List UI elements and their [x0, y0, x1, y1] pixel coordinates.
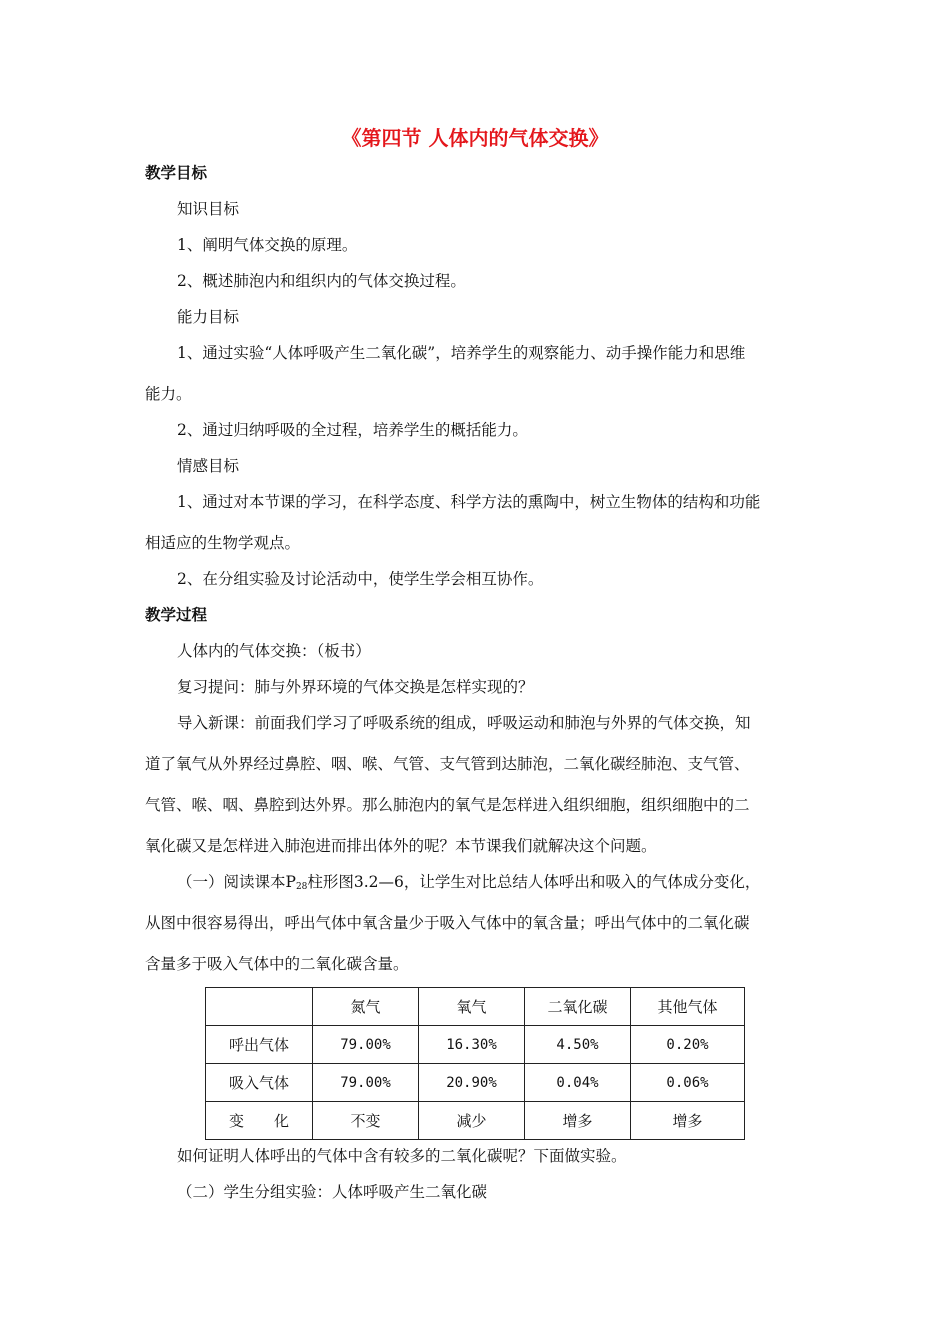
table-cell: 79.00%: [313, 1064, 419, 1102]
intro-line-4: 氧化碳又是怎样进入肺泡进而排出体外的呢？本节课我们就解决这个问题。: [145, 837, 657, 855]
ability-item-1-line-1: 1、通过实验“人体呼吸产生二氧化碳”，培养学生的观察能力、动手操作能力和思维: [177, 344, 746, 362]
after-table-question: 如何证明人体呼出的气体中含有较多的二氧化碳呢？下面做实验。: [177, 1147, 627, 1165]
table-row: [206, 1064, 745, 1102]
table-cell: 0.04%: [525, 1064, 631, 1102]
experiment-heading: （二）学生分组实验：人体呼吸产生二氧化碳: [177, 1183, 488, 1201]
table-row: [206, 1026, 745, 1064]
intro-line-2: 道了氧气从外界经过鼻腔、咽、喉、气管、支气管到达肺泡，二氧化碳经肺泡、支气管、: [145, 755, 750, 773]
table-header-row: [206, 988, 745, 1026]
intro-line-1: 导入新课：前面我们学习了呼吸系统的组成，呼吸运动和肺泡与外界的气体交换，知: [177, 714, 751, 732]
page-subscript: 28: [295, 882, 308, 892]
emotion-item-1-line-2: 相适应的生物学观点。: [145, 534, 301, 552]
subheading-ability: 能力目标: [177, 308, 240, 326]
gas-composition-table: [205, 987, 745, 1140]
emotion-item-2: 2、在分组实验及讨论活动中，使学生学会相互协作。: [177, 570, 544, 588]
table-cell: 增多: [631, 1102, 745, 1140]
table-cell: 79.00%: [313, 1026, 419, 1064]
table-cell: 0.06%: [631, 1064, 745, 1102]
table-row-label: 呼出气体: [206, 1026, 313, 1064]
table-header-cell: 氧气: [419, 988, 525, 1026]
intro-line-3: 气管、喉、咽、鼻腔到达外界。那么肺泡内的氧气是怎样进入组织细胞，组织细胞中的二: [145, 796, 750, 814]
emotion-item-1-line-1: 1、通过对本节课的学习，在科学态度、科学方法的熏陶中，树立生物体的结构和功能: [177, 493, 761, 511]
knowledge-item-1: 1、阐明气体交换的原理。: [177, 236, 358, 254]
reading-line-2: 从图中很容易得出，呼出气体中氧含量少于吸入气体中的氧含量；呼出气体中的二氧化碳: [145, 914, 750, 932]
table-header-cell: [206, 988, 313, 1026]
ability-item-2: 2、通过归纳呼吸的全过程，培养学生的概括能力。: [177, 421, 528, 439]
subheading-knowledge: 知识目标: [177, 200, 240, 218]
table-cell: 16.30%: [419, 1026, 525, 1064]
table-header-cell: 二氧化碳: [525, 988, 631, 1026]
subheading-emotion: 情感目标: [177, 457, 240, 475]
table-header-cell: 氮气: [313, 988, 419, 1026]
reading-line-1-pre: （一）阅读课本P: [177, 873, 296, 891]
knowledge-item-2: 2、概述肺泡内和组织内的气体交换过程。: [177, 272, 466, 290]
table-row-label: 吸入气体: [206, 1064, 313, 1102]
reading-line-1: [177, 872, 760, 897]
section-heading-goals: 教学目标: [145, 164, 208, 182]
reading-line-3: 含量多于吸入气体中的二氧化碳含量。: [145, 955, 409, 973]
reading-line-1-post: 柱形图3.2—6，让学生对比总结人体呼出和吸入的气体成分变化，: [307, 873, 761, 891]
table-row-label: 变 化: [206, 1102, 313, 1140]
table-cell: 0.20%: [631, 1026, 745, 1064]
table-cell: 减少: [419, 1102, 525, 1140]
board-note: 人体内的气体交换：（板书）: [177, 642, 371, 660]
table-cell: 20.90%: [419, 1064, 525, 1102]
table-header-cell: 其他气体: [631, 988, 745, 1026]
section-heading-process: 教学过程: [145, 606, 208, 624]
table-cell: 不变: [313, 1102, 419, 1140]
review-question: 复习提问：肺与外界环境的气体交换是怎样实现的？: [177, 678, 534, 696]
table-cell: 4.50%: [525, 1026, 631, 1064]
table-row: [206, 1102, 745, 1140]
ability-item-1-line-2: 能力。: [145, 385, 192, 403]
table-cell: 增多: [525, 1102, 631, 1140]
document-title: 《第四节 人体内的气体交换》: [341, 126, 609, 150]
